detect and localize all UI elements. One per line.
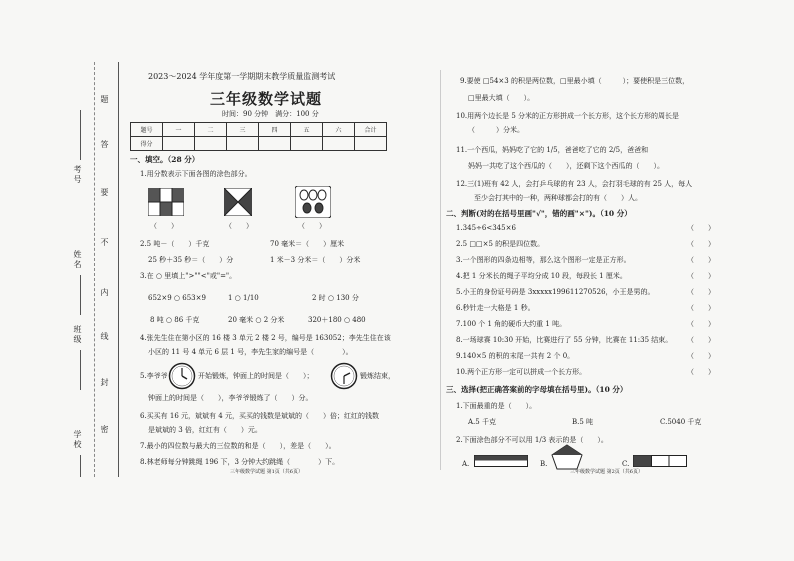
field-exam-number-line[interactable] [80,110,81,160]
judge-item-5: 5.小王的身份证号码是 3xxxxx199611270526，小王是男的。 [456,288,655,296]
judge-answer-blank[interactable]: （ ） [687,336,715,344]
answer-blank[interactable]: （ ） [298,222,326,230]
answer-blank[interactable]: （ ） [150,222,178,230]
score-header-cell: 五 [291,123,323,137]
time-info: 时间：90 分钟 满分：100 分 [222,110,319,118]
question-6-line1: 6.买买有 16 元，斌斌有 4 元，买买的钱数是斌斌的（ ）倍；红红的钱数 [140,412,379,420]
judge-item-2: 2.5 □□×5 的积是四位数。 [456,240,545,248]
judge-item-4: 4.把 1 分米长的绳子平均分成 10 段，每段长 1 厘米。 [456,272,627,280]
judge-answer-blank[interactable]: （ ） [687,304,715,312]
score-cell[interactable] [355,137,387,151]
option-a-bar-figure [474,455,528,467]
question-3f: 320＋180 ○ 480 [308,316,366,324]
judge-answer-blank[interactable]: （ ） [687,224,715,232]
field-exam-number-label: 考号 [73,165,82,185]
question-3e: 20 毫米 ○ 2 分米 [228,316,285,324]
score-header-cell: 题号 [131,123,163,137]
binding-label: 密 [100,425,109,435]
binding-label: 题 [100,95,109,105]
binding-label: 封 [100,378,109,388]
question-2d: 1 米－3 分米＝（ ）分米 [270,256,361,264]
question-10-line1: 10.用两个边长是 5 分米的正方形拼成一个长方形，这个长方形的周长是 [456,112,680,120]
choice-2-option-c[interactable]: C. [622,460,630,468]
page-divider [440,70,441,470]
score-cell[interactable] [163,137,195,151]
section-3-heading: 三、选择(把正确答案前的字母填在括号里)。（10 分） [446,385,628,394]
judge-answer-blank[interactable]: （ ） [687,352,715,360]
choice-option-b[interactable]: B.5 吨 [572,418,594,426]
score-cell[interactable] [227,137,259,151]
judge-answer-blank[interactable]: （ ） [687,272,715,280]
question-5-start: 5.李爷爷 [140,372,168,380]
score-header-cell: 一 [163,123,195,137]
question-2c: 25 秒＋35 秒＝（ ）分 [148,256,234,264]
score-header-cell: 四 [259,123,291,137]
judge-item-8: 8.一场球赛 10:30 开始，比赛进行了 55 分钟，比赛在 11:35 结束。 [456,336,673,344]
binding-label: 要 [100,188,109,198]
binding-label: 线 [100,332,109,342]
choice-2-option-a[interactable]: A. [462,460,470,468]
question-2b: 70 毫米＝（ ）厘米 [270,240,345,248]
judge-item-7: 7.100 个 1 角的硬币大约重 1 吨。 [456,320,567,328]
question-5-line2: 钟面上的时间是（ ），李爷爷锻炼了（ ）分。 [148,394,313,402]
score-cell[interactable] [259,137,291,151]
score-header-cell: 三 [227,123,259,137]
question-5-end: 锻炼结束， [360,372,395,380]
score-header-cell: 二 [195,123,227,137]
judge-answer-blank[interactable]: （ ） [687,368,715,376]
question-4-line2: 小区的 11 号 4 单元 6 层 1 号，李先生家的编号是（ ）。 [148,348,353,356]
question-9-line2: □里最大填（ ）。 [468,94,535,102]
seal-line [118,62,119,477]
score-header-cell: 六 [323,123,355,137]
binding-label: 内 [100,288,109,298]
judge-item-1: 1.345÷6<345×6 [456,224,516,232]
score-table [130,122,387,151]
question-5-mid: 开始锻炼，钟面上的时间是（ ）； [198,372,314,380]
score-cell[interactable] [323,137,355,151]
choice-2-option-b[interactable]: B. [540,460,548,468]
question-3c: 2 时 ○ 130 分 [312,294,359,302]
page-footer-left: 三年级数学试题 第1页（共6页） [230,469,303,475]
field-school-label: 学校 [73,430,82,450]
binding-label: 答 [100,140,109,150]
score-row-label: 得分 [131,137,163,151]
question-7: 7.最小的四位数与最大的三位数的和是（ ），差是（ ）。 [140,442,336,450]
judge-answer-blank[interactable]: （ ） [687,256,715,264]
question-11-line2: 妈妈一共吃了这个西瓜的（ ），还剩下这个西瓜的（ ）。 [468,162,664,170]
binding-label: 不 [100,238,109,248]
score-cell[interactable] [195,137,227,151]
field-school-line[interactable] [80,455,81,477]
question-6-line2: 是斌斌的 3 倍，红红有（ ）元。 [148,426,262,434]
clock-end-icon [330,362,358,390]
fraction-grid-figure [148,188,184,216]
judge-answer-blank[interactable]: （ ） [687,240,715,248]
question-3a: 652×9 ○ 653×9 [148,294,206,302]
fraction-strawberry-figure [295,186,331,218]
score-header-cell: 合计 [355,123,387,137]
question-3: 3.在 ○ 里填上">""<"或"="。 [140,272,237,280]
binding-margin [0,0,126,561]
question-11-line1: 11.一个西瓜，妈妈吃了它的 1/5，爸爸吃了它的 2/5，爸爸和 [456,146,649,154]
answer-blank[interactable]: （ ） [225,222,253,230]
field-name-line[interactable] [80,275,81,315]
question-9-line1: 9.要使 □54×3 的积是两位数，□里最小填（ ）；要使积是三位数， [460,77,690,85]
fraction-triangle-figure [224,188,252,216]
choice-option-a[interactable]: A.5 千克 [468,418,496,426]
choice-question-2: 2.下面涂色部分不可以用 1/3 表示的是（ ）。 [456,436,608,444]
judge-item-10: 10.两个正方形一定可以拼成一个长方形。 [456,368,587,376]
question-12-line2: 至少会打其中的一种，两种球都会打的有（ ）人。 [474,194,642,202]
choice-option-c[interactable]: C.5040 千克 [660,418,702,426]
section-1-heading: 一、填空。（28 分） [130,155,200,164]
clock-start-icon [168,362,196,390]
section-2-heading: 二、判断(对的在括号里画"√"，错的画"×")。（10 分） [446,209,632,218]
page-title: 三年级数学试题 [210,90,323,108]
question-10-line2: （ ）分米。 [468,126,524,134]
judge-item-3: 3.一个图形的四条边相等，那么这个图形一定是正方形。 [456,256,631,264]
question-3b: 1 ○ 1/10 [228,294,259,302]
score-cell[interactable] [291,137,323,151]
field-class-label: 班级 [73,325,82,345]
judge-answer-blank[interactable]: （ ） [687,320,715,328]
question-4-line1: 4.张先生住在第小区的 16 楼 3 单元 2 楼 2 号，编号是 163052；李先生住在该 [140,334,391,342]
question-1: 1.用分数表示下面各图的涂色部分。 [140,170,252,178]
judge-answer-blank[interactable]: （ ） [687,288,715,296]
field-class-line[interactable] [80,350,81,390]
question-8: 8.林老师每分钟跳绳 196 下，3 分钟大约跳绳（ ）下。 [140,458,340,466]
question-2a: 2.5 吨－（ ）千克 [140,240,210,248]
question-12-line1: 12.三(1)班有 42 人，会打乒乓球的有 23 人，会打羽毛球的有 25 人，每人 [456,180,693,188]
option-c-bar-figure [633,455,687,467]
judge-item-6: 6.秒针走一大格是 1 秒。 [456,304,535,312]
judge-item-9: 9.140×5 的积的末尾一共有 2 个 0。 [456,352,575,360]
question-3d: 8 吨 ○ 86 千克 [150,316,200,324]
cut-line [94,62,95,477]
option-b-pentagon-figure [551,444,583,470]
page-footer-right: 三年级数学试题 第2页（共6页） [570,469,643,475]
choice-question-1: 1.下面最重的是（ ）。 [456,402,537,410]
exam-year-line: 2023～2024 学年度第一学期期末教学质量监测考试 [148,72,336,81]
field-name-label: 姓名 [73,250,82,270]
